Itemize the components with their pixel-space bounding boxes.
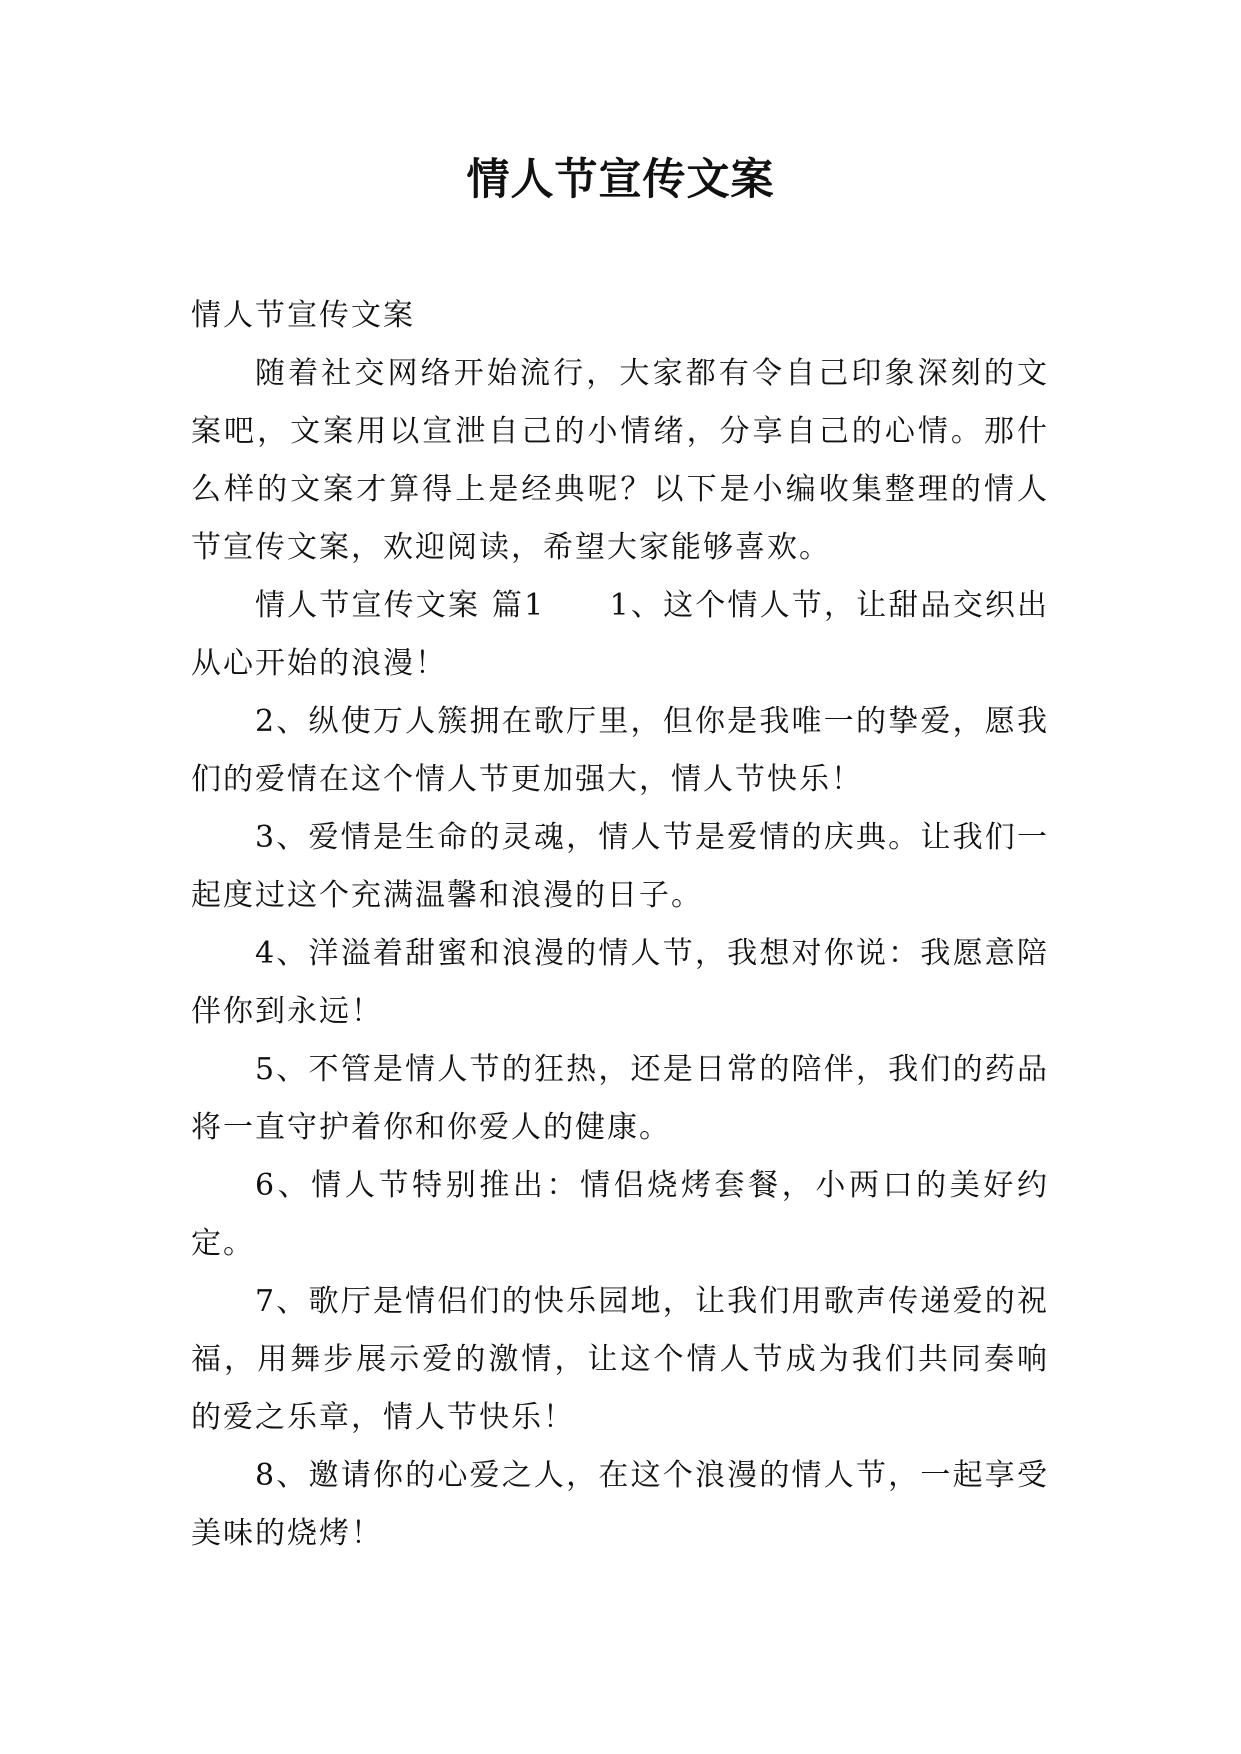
list-item-7: 7、歌厅是情侣们的快乐园地，让我们用歌声传递爱的祝福，用舞步展示爱的激情，让这个情人节成为我们共同奏响的爱之乐章，情人节快乐！	[191, 1284, 1049, 1435]
list-item-4: 4、洋溢着甜蜜和浪漫的情人节，我想对你说：我愿意陪伴你到永远！	[191, 936, 1049, 1029]
subtitle-paragraph: 情人节宣传文案	[191, 298, 415, 333]
section-heading-paragraph: 情人节宣传文案 篇1 1、这个情人节，让甜品交织出从心开始的浪漫！	[191, 588, 1049, 681]
list-item-3: 3、爱情是生命的灵魂，情人节是爱情的庆典。让我们一起度过这个充满温馨和浪漫的日子。	[191, 820, 1049, 913]
document-title: 情人节宣传文案	[466, 155, 775, 205]
list-item-6: 6、情人节特别推出：情侣烧烤套餐，小两口的美好约定。	[191, 1168, 1049, 1261]
document-body	[191, 287, 1049, 1563]
list-item-8: 8、邀请你的心爱之人，在这个浪漫的情人节，一起享受美味的烧烤！	[191, 1458, 1049, 1551]
list-item-2: 2、纵使万人簇拥在歌厅里，但你是我唯一的挚爱，愿我们的爱情在这个情人节更加强大，情人节快乐！	[191, 704, 1049, 797]
intro-paragraph: 随着社交网络开始流行，大家都有令自己印象深刻的文案吧，文案用以宣泄自己的小情绪，分享自己的心情。那什么样的文案才算得上是经典呢？以下是小编收集整理的情人节宣传文案，欢迎阅读，希望大家能够喜欢。	[191, 356, 1049, 565]
list-item-5: 5、不管是情人节的狂热，还是日常的陪伴，我们的药品将一直守护着你和你爱人的健康。	[191, 1052, 1049, 1145]
